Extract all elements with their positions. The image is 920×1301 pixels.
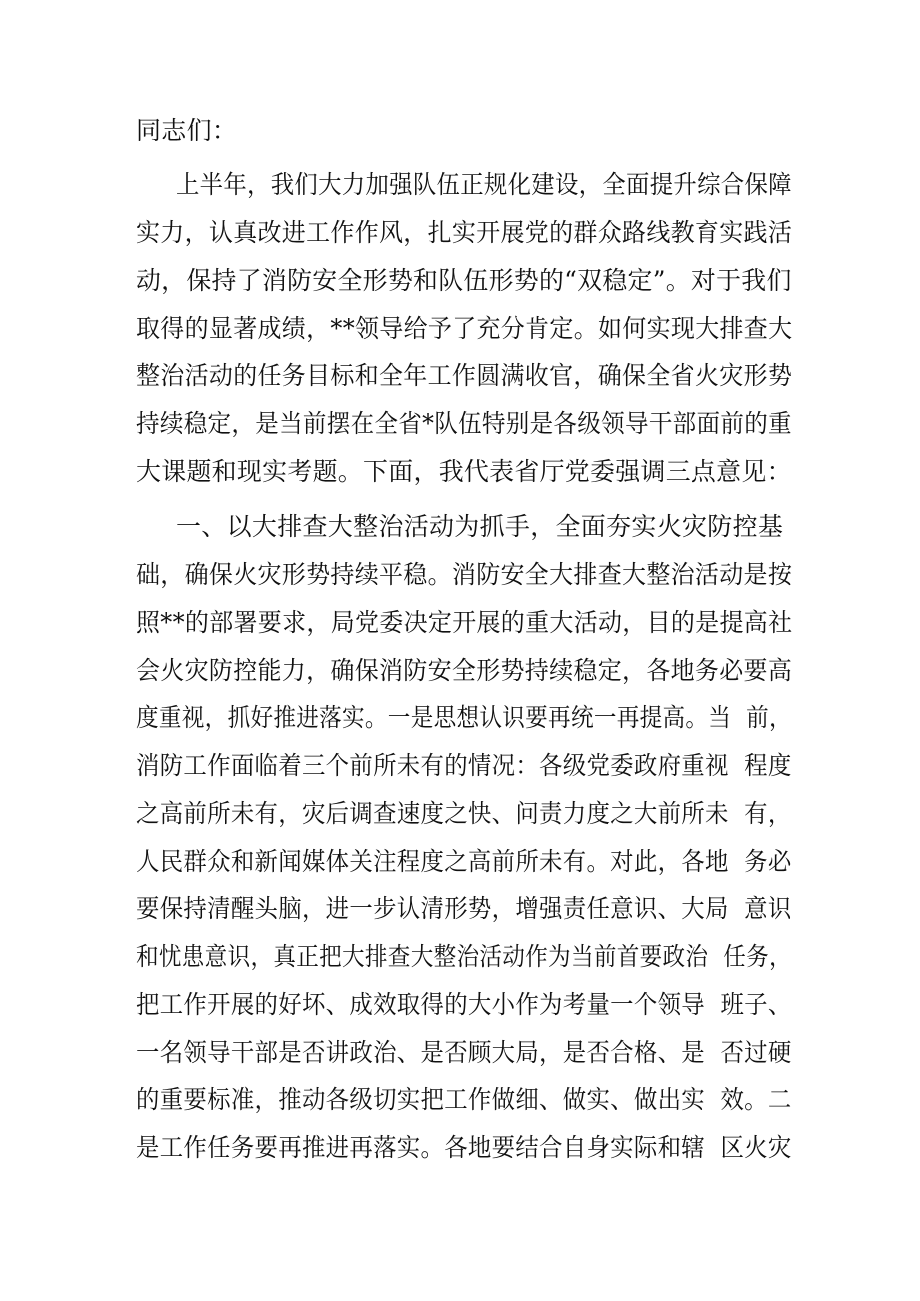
paragraph-line: 会火灾防控能力，确保消防安全形势持续稳定，各地务必要高 <box>136 656 793 685</box>
paragraph-line: 要保持清醒头脑，进一步认清形势，增强责任意识、大局 意识 <box>136 894 792 923</box>
paragraph-line: 实力，认真改进工作作风，扎实开展党的群众路线教育实践活 <box>136 218 793 247</box>
paragraph-line: 一、以大排查大整治活动为抓手，全面夯实火灾防控基 <box>176 512 784 541</box>
paragraph-line: 持续稳定，是当前摆在全省*队伍特别是各级领导干部面前的重 <box>136 409 792 438</box>
paragraph-line: 度重视，抓好推进落实。一是思想认识要再统一再提高。当 前， <box>136 703 792 732</box>
paragraph-line: 消防工作面临着三个前所未有的情况：各级党委政府重视 程度 <box>136 751 792 780</box>
paragraph-line: 把工作开展的好坏、成效取得的大小作为考量一个领导 班子、 <box>136 990 792 1019</box>
paragraph-line: 照**的部署要求，局党委决定开展的重大活动，目的是提高社 <box>136 608 793 637</box>
paragraph-line: 整治活动的任务目标和全年工作圆满收官，确保全省火灾形势 <box>136 361 793 390</box>
paragraph-line: 一名领导干部是否讲政治、是否顾大局，是否合格、是 否过硬 <box>136 1038 792 1067</box>
paragraph-line: 动，保持了消防安全形势和队伍形势的“双稳定”。对于我们 <box>136 266 792 295</box>
paragraph-line: 人民群众和新闻媒体关注程度之高前所未有。对此，各地 务必 <box>136 847 792 876</box>
paragraph-line: 础，确保火灾形势持续平稳。消防安全大排查大整治活动是按 <box>136 560 793 589</box>
paragraph-line: 大课题和现实考题。下面，我代表省厅党委强调三点意见： <box>136 457 792 486</box>
paragraph-line: 取得的显著成绩，**领导给予了充分肯定。如何实现大排查大 <box>136 314 793 343</box>
paragraph-line: 是工作任务要再推进再落实。各地要结合自身实际和辖 区火灾 <box>136 1133 792 1162</box>
salutation: 同志们： <box>136 116 238 145</box>
paragraph-line: 上半年，我们大力加强队伍正规化建设，全面提升综合保障 <box>176 170 792 199</box>
paragraph-line: 的重要标准，推动各级切实把工作做细、做实、做出实 效。二 <box>136 1085 792 1114</box>
paragraph-line: 和忧患意识，真正把大排查大整治活动作为当前首要政治 任务， <box>136 942 792 971</box>
paragraph-line: 之高前所未有，灾后调查速度之快、问责力度之大前所未 有， <box>136 799 792 828</box>
